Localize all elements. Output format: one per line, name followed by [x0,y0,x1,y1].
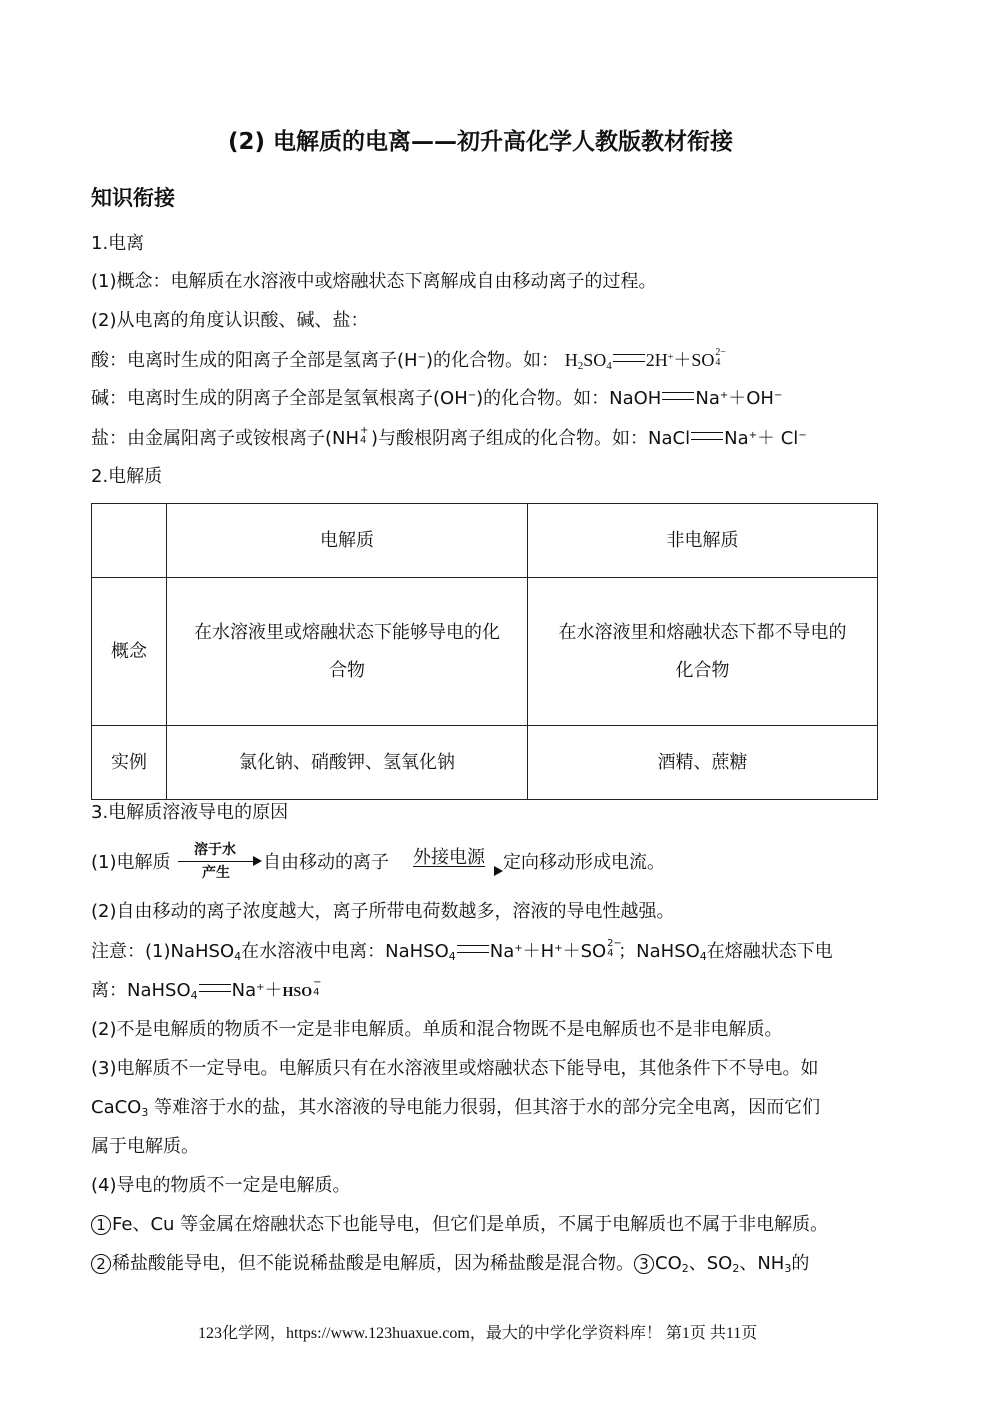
conduction-line: (1)电解质 [91,852,171,873]
equals-sign [691,432,723,440]
salt-line: 盐：由金属阳离子或铵根离子(NH + 4 )与酸根阴离子组成的化合物。如：NaCl Na+＋ Cl− [91,425,807,449]
arrow-label-bottom: 产生 [202,865,230,881]
page-title: (2) 电解质的电离——初升高化学人教版教材衔接 [228,129,734,155]
base-line: 碱：电离时生成的阴离子全部是氢氧根离子(OH−)的化合物。如：NaOH Na+＋OH− [91,388,783,409]
power-arrow [402,846,504,876]
note-3-line-3: 属于电解质。 [91,1136,199,1157]
circle-item-1: 1 Fe、Cu 等金属在熔融状态下也能导电，但它们是单质，不属于电解质也不属于非电解质。 [91,1213,828,1237]
note-line-1: 注意：(1)NaHSO$_4$在水溶液中电离：NaHSO$_4$ Na+＋H+＋SO 2− 4 ；NaHSO$_4$在熔融状态下电 [91,938,833,963]
table-header-cell: 非电解质 [528,504,878,578]
note-3-line-1: (3)电解质不一定导电。电解质只有在水溶液里或熔融状态下能导电，其他条件下不导电。如 [91,1058,819,1079]
note-3-line-2: CaCO$_3$ 等难溶于水的盐，其水溶液的导电能力很弱，但其溶于水的部分完全电离，因而它们 [91,1097,821,1119]
heading-electrolyte: 2.电解质 [91,466,163,487]
note-2: (2)不是电解质的物质不一定是非电解质。单质和混合物既不是电解质也不是非电解质。 [91,1019,783,1040]
note-line-2: 离：NaHSO$_4$ Na+＋HSO − 4 [91,977,322,1002]
free-ions-text: 自由移动的离子 [263,852,389,873]
perspective-line: (2)从电离的角度认识酸、碱、盐： [91,310,369,331]
table-cell-label: 概念 [92,578,167,726]
note-4: (4)导电的物质不一定是电解质。 [91,1175,351,1196]
arrow-label-top: 溶于水 [194,842,236,858]
page-footer: 123化学网，https://www.123huaxue.com，最大的中学化学资料库！ 第1页 共11页 [198,1325,758,1342]
dissolve-arrow [178,843,262,883]
conductivity-line: (2)自由移动的离子浓度越大，离子所带电荷数越多，溶液的导电性越强。 [91,901,675,922]
equals-sign [613,354,645,362]
arrow-label-power: 外接电源 [413,847,485,868]
electrolyte-table [91,503,878,800]
table-header-cell [92,504,167,578]
acid-line: 酸：电离时生成的阳离子全部是氢离子(H−)的化合物。如： $H_2SO_4$ 2H+＋SO 2− 4 [91,347,727,372]
equals-sign [662,392,694,400]
heading-conduction: 3.电解质溶液导电的原因 [91,802,289,823]
current-text: 定向移动形成电流。 [503,852,665,873]
section-heading: 知识衔接 [91,186,175,210]
table-cell-label: 实例 [92,726,167,800]
circle-item-2: 2 稀盐酸能导电，但不能说稀盐酸是电解质，因为稀盐酸是混合物。 3 $CO_2$、$SO_2$、$NH_3$的 [91,1252,809,1276]
circled-number: 1 [91,1215,111,1235]
table-cell: 在水溶液里和熔融状态下都不导电的 化合物 [528,578,878,726]
table-header-cell: 电解质 [167,504,528,578]
table-cell: 氯化钠、硝酸钾、氢氧化钠 [167,726,528,800]
table-row [92,726,878,800]
circled-number: 3 [634,1254,654,1274]
equals-sign [457,945,489,953]
equals-sign [199,984,231,992]
table-cell: 在水溶液里或熔融状态下能够导电的化 合物 [167,578,528,726]
circled-number: 2 [91,1254,111,1274]
concept-line: (1)概念：电解质在水溶液中或熔融状态下离解成自由移动离子的过程。 [91,271,657,292]
table-cell: 酒精、蔗糖 [528,726,878,800]
table-header-row [92,504,878,578]
table-row [92,578,878,726]
heading-ionization: 1.电离 [91,233,145,254]
